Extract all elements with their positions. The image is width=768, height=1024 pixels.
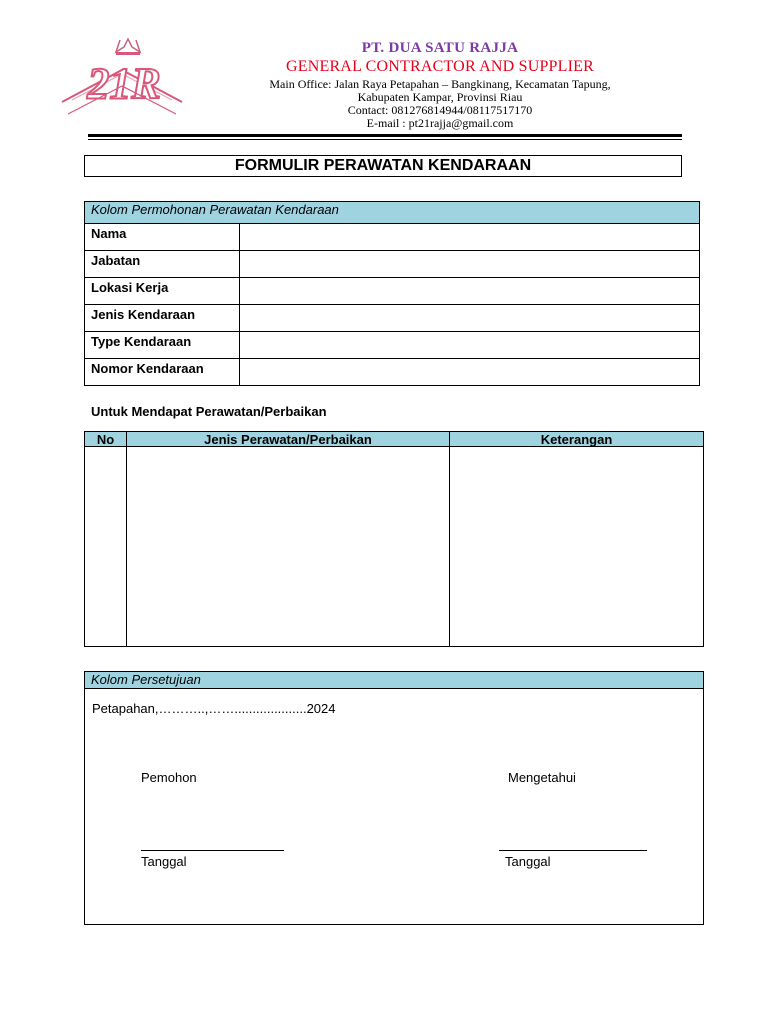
column-header-no: No [85,432,127,447]
column-header-jenis: Jenis Perawatan/Perbaikan [127,432,450,447]
address-line-2: Kabupaten Kampar, Provinsi Riau [357,90,523,104]
form-title: FORMULIR PERAWATAN KENDARAAN [84,155,682,177]
request-row-nama [85,224,700,251]
request-table [84,201,700,386]
svg-text:21R: 21R [87,59,161,108]
cell-no[interactable] [85,447,127,647]
company-logo [58,36,186,122]
left-date-label: Tanggal [141,854,187,869]
email-line: E-mail : pt21rajja@gmail.com [366,116,514,130]
request-row-jenis-kendaraan [85,305,700,332]
cell-keterangan[interactable] [450,447,704,647]
left-signature-line[interactable] [141,850,284,851]
right-signature-line[interactable] [499,850,647,851]
approval-box [84,671,704,925]
request-row-lokasi-kerja [85,278,700,305]
cell-jenis[interactable] [127,447,450,647]
right-date-label: Tanggal [505,854,551,869]
field-value-type-kendaraan[interactable] [240,332,700,359]
company-name: PT. DUA SATU RAJJA [361,40,519,56]
left-role-label: Pemohon [141,770,197,785]
approval-header-label: Kolom Persetujuan [91,672,201,687]
column-header-keterangan: Keterangan [450,432,704,447]
letterhead-rule-thick [88,134,682,137]
field-label: Lokasi Kerja [85,278,240,305]
maintenance-body-row [85,447,704,647]
contact-line: Contact: 081276814944/08117517170 [347,103,533,117]
field-value-nomor-kendaraan[interactable] [240,359,700,386]
field-label: Jenis Kendaraan [85,305,240,332]
field-value-nama[interactable] [240,224,700,251]
request-table-header: Kolom Permohonan Perawatan Kendaraan [85,202,700,224]
maintenance-table [84,431,704,647]
request-row-jabatan [85,251,700,278]
field-label: Type Kendaraan [85,332,240,359]
field-label: Nama [85,224,240,251]
field-label: Nomor Kendaraan [85,359,240,386]
company-tagline: GENERAL CONTRACTOR AND SUPPLIER [285,58,594,75]
letterhead-rule-thin [88,139,682,140]
address-line-1: Main Office: Jalan Raya Petapahan – Bangkinang, Kecamatan Tapung, [269,77,611,91]
field-value-jabatan[interactable] [240,251,700,278]
field-label: Jabatan [85,251,240,278]
approval-header [85,672,703,689]
field-value-lokasi-kerja[interactable] [240,278,700,305]
request-row-type-kendaraan [85,332,700,359]
right-role-label: Mengetahui [508,770,576,785]
request-row-nomor-kendaraan [85,359,700,386]
field-value-jenis-kendaraan[interactable] [240,305,700,332]
maintenance-section-label: Untuk Mendapat Perawatan/Perbaikan [91,404,327,419]
place-date-line[interactable]: Petapahan,………..,……....................2024 [92,701,336,716]
